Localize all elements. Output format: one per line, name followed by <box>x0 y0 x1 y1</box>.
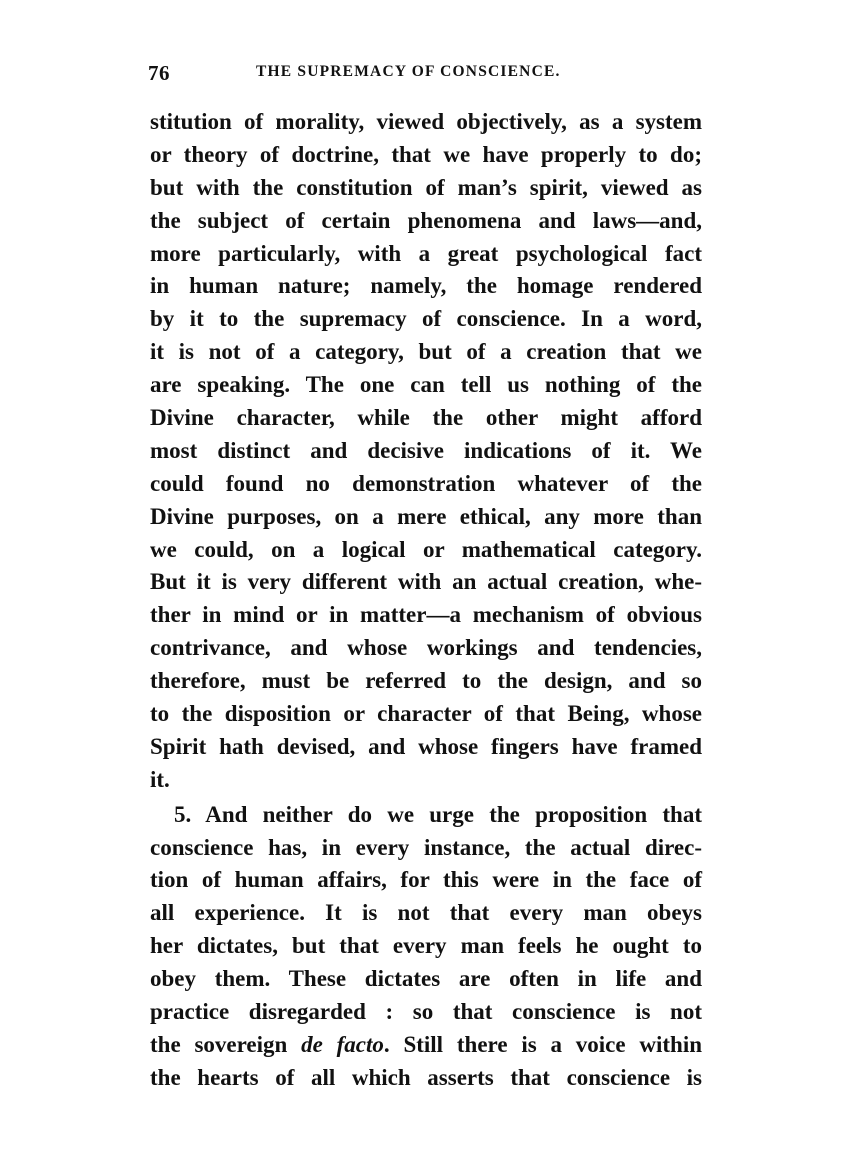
text-fragment: . Still there is a voice within <box>383 1031 703 1057</box>
text-line: by it to the supremacy of conscience. In a word, <box>150 306 702 332</box>
text-line: tion of human affairs, for this were in the face of <box>150 867 702 893</box>
running-head <box>148 61 708 85</box>
text-fragment: the sovereign <box>150 1031 302 1057</box>
text-line: we could, on a logical or mathematical category. <box>150 536 702 562</box>
text-line: practice disregarded : so that conscience is not <box>150 999 702 1025</box>
paragraph-1 <box>150 106 702 797</box>
text-line: more particularly, with a great psychological fact <box>150 240 702 266</box>
text-line: in human nature; namely, the homage rendered <box>150 273 702 299</box>
text-line: ther in mind or in matter—a mechanism of obvious <box>150 602 702 628</box>
text-line: contrivance, and whose workings and tendencies, <box>150 635 702 661</box>
text-line: 5. And neither do we urge the proposition that <box>174 801 702 827</box>
body-text <box>150 106 702 1095</box>
text-line: all experience. It is not that every man obeys <box>150 900 702 926</box>
page-number: 76 <box>148 61 170 85</box>
text-line: it. <box>150 766 170 792</box>
text-line: most distinct and decisive indications of it. We <box>150 437 702 463</box>
text-line <box>150 1029 702 1062</box>
text-line: it is not of a category, but of a creation that we <box>150 339 702 365</box>
text-line: conscience has, in every instance, the actual direc- <box>150 834 702 860</box>
text-line: stitution of morality, viewed objectively, as a system <box>150 109 702 134</box>
text-line: are speaking. The one can tell us nothing of the <box>150 372 702 398</box>
italic-phrase: de facto <box>301 1031 384 1057</box>
text-line: Divine purposes, on a mere ethical, any more than <box>150 503 702 529</box>
text-line: but with the constitution of man’s spirit, viewed as <box>150 174 702 200</box>
text-line: to the disposition or character of that Being, whose <box>150 701 702 727</box>
text-line: therefore, must be referred to the design, and so <box>150 668 702 694</box>
text-line: Divine character, while the other might afford <box>150 405 702 431</box>
running-title: THE SUPREMACY OF CONSCIENCE. <box>256 63 561 80</box>
text-line: the hearts of all which asserts that conscience is <box>150 1064 702 1090</box>
text-line: could found no demonstration whatever of the <box>150 470 702 496</box>
text-line: the subject of certain phenomena and laws—and, <box>150 207 702 233</box>
text-line: But it is very different with an actual creation, whe- <box>150 569 702 595</box>
paragraph-2 <box>150 799 702 1095</box>
text-line: her dictates, but that every man feels he ought to <box>150 933 702 959</box>
text-line: or theory of doctrine, that we have properly to do; <box>150 141 702 167</box>
text-line: Spirit hath devised, and whose fingers have framed <box>150 733 702 759</box>
text-line: obey them. These dictates are often in life and <box>150 966 702 992</box>
